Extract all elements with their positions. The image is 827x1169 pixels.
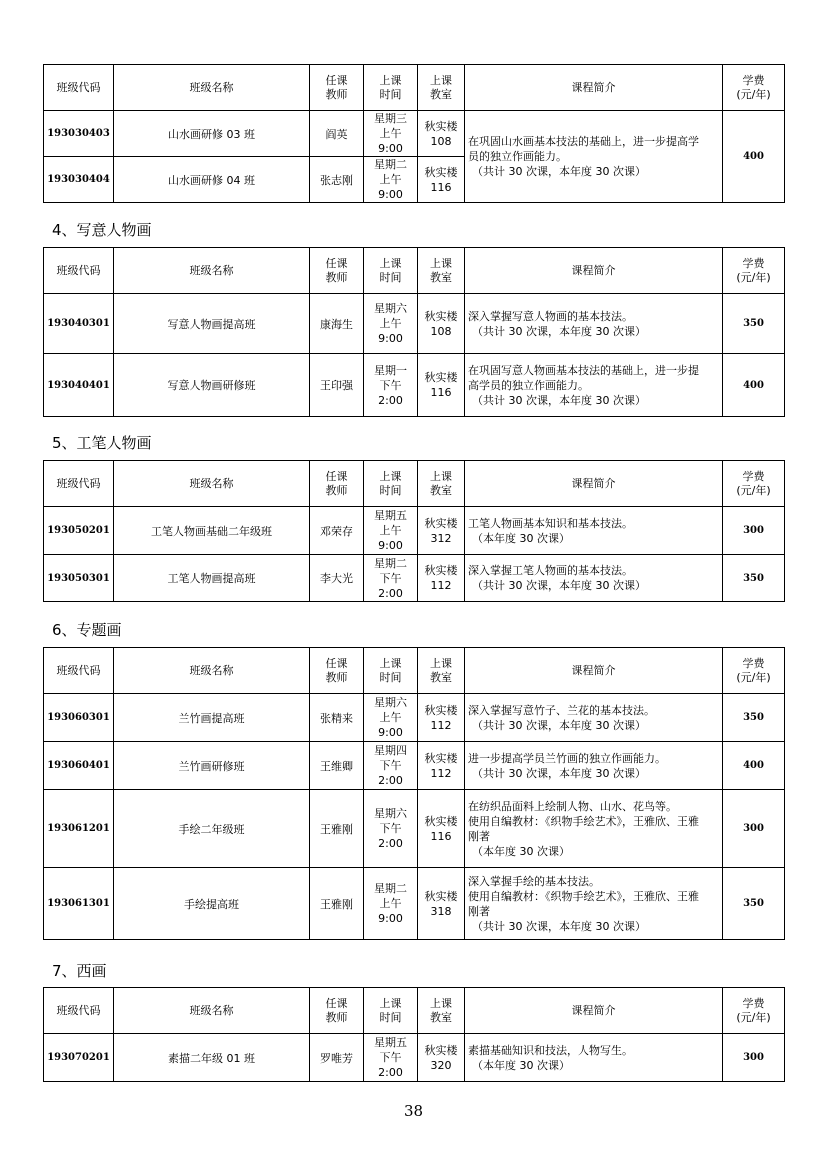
tuition-fee: 350	[723, 555, 785, 602]
header-room: 上课 教室	[418, 461, 465, 507]
header-room: 上课 教室	[418, 988, 465, 1034]
header-teacher: 任课 教师	[310, 461, 364, 507]
table-row	[44, 555, 785, 602]
class-time: 星期六 下午 2:00	[364, 790, 418, 868]
table-header-row	[44, 248, 785, 294]
class-name: 兰竹画研修班	[114, 742, 310, 790]
class-code: 193030404	[44, 157, 114, 203]
class-code: 193070201	[44, 1034, 114, 1082]
header-teacher: 任课 教师	[310, 65, 364, 111]
course-intro: 深入掌握手绘的基本技法。 使用自编教材：《织物手绘艺术》，王雅欣、王雅 刚著 （共计 30 次课，本年度 30 次课）	[465, 868, 723, 940]
header-code: 班级代码	[44, 648, 114, 694]
course-intro: 素描基础知识和技法，人物写生。 （本年度 30 次课）	[465, 1034, 723, 1082]
class-code: 193060301	[44, 694, 114, 742]
header-code: 班级代码	[44, 248, 114, 294]
table-row	[44, 1034, 785, 1082]
header-fee: 学费 (元/年)	[723, 65, 785, 111]
header-name: 班级名称	[114, 248, 310, 294]
table-row	[44, 354, 785, 417]
tuition-fee: 300	[723, 507, 785, 555]
course-table-xihua	[43, 987, 785, 1082]
course-table-zhuanti	[43, 647, 785, 940]
class-name: 工笔人物画基础二年级班	[114, 507, 310, 555]
header-room: 上课 教室	[418, 248, 465, 294]
header-time: 上课 时间	[364, 988, 418, 1034]
teacher: 邓荣存	[310, 507, 364, 555]
class-code: 193040401	[44, 354, 114, 417]
section-heading-xieyi: 4、写意人物画	[52, 221, 152, 239]
tuition-fee: 350	[723, 294, 785, 354]
class-name: 手绘提高班	[114, 868, 310, 940]
table-row	[44, 868, 785, 940]
header-time: 上课 时间	[364, 248, 418, 294]
table-row	[44, 790, 785, 868]
class-time: 星期二 上午 9:00	[364, 868, 418, 940]
tuition-fee: 400	[723, 111, 785, 203]
class-time: 星期五 上午 9:00	[364, 507, 418, 555]
teacher: 康海生	[310, 294, 364, 354]
table-header-row	[44, 461, 785, 507]
header-intro: 课程简介	[465, 988, 723, 1034]
header-intro: 课程简介	[465, 648, 723, 694]
tuition-fee: 300	[723, 1034, 785, 1082]
class-name: 手绘二年级班	[114, 790, 310, 868]
table-row	[44, 742, 785, 790]
course-table-gongbi	[43, 460, 785, 602]
header-time: 上课 时间	[364, 461, 418, 507]
course-intro: 在纺织品面料上绘制人物、山水、花鸟等。 使用自编教材：《织物手绘艺术》，王雅欣、王雅 刚著 （本年度 30 次课）	[465, 790, 723, 868]
teacher: 王雅刚	[310, 868, 364, 940]
course-table-shanshui	[43, 64, 785, 203]
header-fee: 学费 (元/年)	[723, 248, 785, 294]
header-room: 上课 教室	[418, 648, 465, 694]
course-intro: 进一步提高学员兰竹画的独立作画能力。 （共计 30 次课，本年度 30 次课）	[465, 742, 723, 790]
class-code: 193061201	[44, 790, 114, 868]
class-time: 星期六 上午 9:00	[364, 294, 418, 354]
class-code: 193050201	[44, 507, 114, 555]
classroom: 秋实楼 318	[418, 868, 465, 940]
table-header-row	[44, 648, 785, 694]
header-teacher: 任课 教师	[310, 648, 364, 694]
table-row	[44, 694, 785, 742]
header-code: 班级代码	[44, 988, 114, 1034]
classroom: 秋实楼 116	[418, 157, 465, 203]
class-code: 193030403	[44, 111, 114, 157]
class-name: 山水画研修 03 班	[114, 111, 310, 157]
classroom: 秋实楼 112	[418, 742, 465, 790]
class-code: 193060401	[44, 742, 114, 790]
class-time: 星期一 下午 2:00	[364, 354, 418, 417]
header-code: 班级代码	[44, 65, 114, 111]
classroom: 秋实楼 108	[418, 111, 465, 157]
header-intro: 课程简介	[465, 461, 723, 507]
teacher: 阎英	[310, 111, 364, 157]
class-time: 星期二 下午 2:00	[364, 555, 418, 602]
classroom: 秋实楼 320	[418, 1034, 465, 1082]
header-name: 班级名称	[114, 65, 310, 111]
course-intro: 在巩固山水画基本技法的基础上，进一步提高学 员的独立作画能力。 （共计 30 次课，本年度 30 次课）	[465, 111, 723, 203]
class-name: 兰竹画提高班	[114, 694, 310, 742]
table-row	[44, 507, 785, 555]
classroom: 秋实楼 112	[418, 555, 465, 602]
class-time: 星期四 下午 2:00	[364, 742, 418, 790]
teacher: 王雅刚	[310, 790, 364, 868]
header-code: 班级代码	[44, 461, 114, 507]
classroom: 秋实楼 108	[418, 294, 465, 354]
header-teacher: 任课 教师	[310, 988, 364, 1034]
page-number: 38	[403, 1102, 424, 1120]
course-intro: 深入掌握写意竹子、兰花的基本技法。 （共计 30 次课，本年度 30 次课）	[465, 694, 723, 742]
header-time: 上课 时间	[364, 648, 418, 694]
class-name: 写意人物画研修班	[114, 354, 310, 417]
tuition-fee: 300	[723, 790, 785, 868]
header-intro: 课程简介	[465, 248, 723, 294]
classroom: 秋实楼 112	[418, 694, 465, 742]
class-name: 山水画研修 04 班	[114, 157, 310, 203]
class-time: 星期二 上午 9:00	[364, 157, 418, 203]
header-intro: 课程简介	[465, 65, 723, 111]
class-code: 193050301	[44, 555, 114, 602]
tuition-fee: 400	[723, 354, 785, 417]
section-heading-gongbi: 5、工笔人物画	[52, 434, 152, 452]
classroom: 秋实楼 116	[418, 354, 465, 417]
header-fee: 学费 (元/年)	[723, 648, 785, 694]
teacher: 李大光	[310, 555, 364, 602]
header-time: 上课 时间	[364, 65, 418, 111]
teacher: 罗唯芳	[310, 1034, 364, 1082]
section-heading-xihua: 7、西画	[52, 962, 107, 980]
course-intro: 深入掌握写意人物画的基本技法。 （共计 30 次课，本年度 30 次课）	[465, 294, 723, 354]
header-name: 班级名称	[114, 461, 310, 507]
course-intro: 深入掌握工笔人物画的基本技法。 （共计 30 次课，本年度 30 次课）	[465, 555, 723, 602]
classroom: 秋实楼 312	[418, 507, 465, 555]
header-name: 班级名称	[114, 648, 310, 694]
teacher: 张志刚	[310, 157, 364, 203]
section-heading-zhuanti: 6、专题画	[52, 621, 122, 639]
table-header-row	[44, 988, 785, 1034]
header-fee: 学费 (元/年)	[723, 461, 785, 507]
teacher: 王印强	[310, 354, 364, 417]
class-time: 星期五 下午 2:00	[364, 1034, 418, 1082]
header-room: 上课 教室	[418, 65, 465, 111]
table-row	[44, 111, 785, 157]
class-name: 工笔人物画提高班	[114, 555, 310, 602]
class-time: 星期三 上午 9:00	[364, 111, 418, 157]
class-code: 193040301	[44, 294, 114, 354]
header-teacher: 任课 教师	[310, 248, 364, 294]
header-fee: 学费 (元/年)	[723, 988, 785, 1034]
class-name: 素描二年级 01 班	[114, 1034, 310, 1082]
teacher: 王维卿	[310, 742, 364, 790]
tuition-fee: 350	[723, 868, 785, 940]
class-time: 星期六 上午 9:00	[364, 694, 418, 742]
header-name: 班级名称	[114, 988, 310, 1034]
tuition-fee: 400	[723, 742, 785, 790]
course-intro: 在巩固写意人物画基本技法的基础上，进一步提 高学员的独立作画能力。 （共计 30 次课，本年度 30 次课）	[465, 354, 723, 417]
table-header-row	[44, 65, 785, 111]
course-intro: 工笔人物画基本知识和基本技法。 （本年度 30 次课）	[465, 507, 723, 555]
class-code: 193061301	[44, 868, 114, 940]
course-table-xieyi	[43, 247, 785, 417]
class-name: 写意人物画提高班	[114, 294, 310, 354]
classroom: 秋实楼 116	[418, 790, 465, 868]
teacher: 张精来	[310, 694, 364, 742]
table-row	[44, 294, 785, 354]
tuition-fee: 350	[723, 694, 785, 742]
